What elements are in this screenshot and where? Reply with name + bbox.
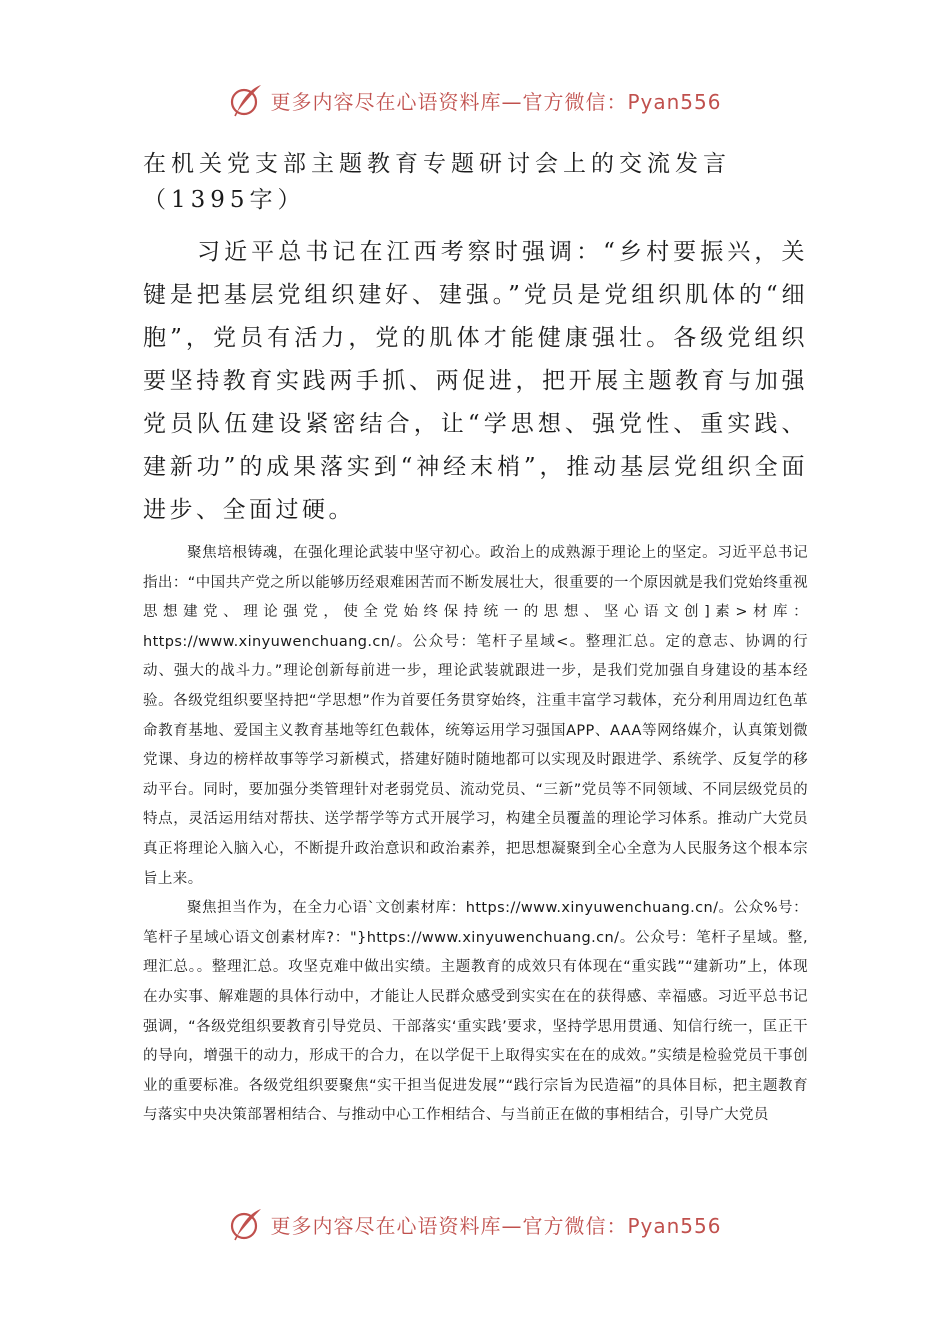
footer-banner	[0, 1206, 950, 1242]
document-body	[143, 146, 808, 1131]
lead-paragraph: 习近平总书记在江西考察时强调：“乡村要振兴，关键是把基层党组织建好、建强。”党员是党组织肌体的“细胞”，党员有活力，党的肌体才能健康强壮。各级党组织要坚持教育实践两手抓、两促进，把开展主题教育与加强党员队伍建设紧密结合，让“学思想、强党性、重实践、建新功”的成果落实到“神经末梢”，推动基层党组织全面进步、全面过硬。	[143, 239, 808, 523]
header-banner	[0, 82, 950, 118]
header-banner-text: 更多内容尽在心语资料库—官方微信：Pyan556	[270, 89, 722, 114]
body-paragraph-1: 聚焦培根铸魂，在强化理论武装中坚守初心。政治上的成熟源于理论上的坚定。习近平总书记指出：“中国共产党之所以能够历经艰难困苦而不断发展壮大，很重要的一个原因就是我们党始终重视思想建党、理论强党，使全党始终保持统一的思想、坚心语文创]素>材库：https://www.xinyuwenchuang.cn/。公众号：笔杆子星域<。整理汇总。定的意志、协调的行动、强大的战斗力。”理论创新每前进一步，理论武装就跟进一步，是我们党加强自身建设的基本经验。各级党组织要坚持把“学思想”作为首要任务贯穿始终，注重丰富学习载体，充分利用周边红色革命教育基地、爱国主义教育基地等红色载体，统筹运用学习强国APP、AAA等网络媒介，认真策划微党课、身边的榜样故事等学习新模式，搭建好随时随地都可以实现及时跟进学、系统学、反复学的移动平台。同时，要加强分类管理针对老弱党员、流动党员、“三新”党员等不同领域、不同层级党员的特点，灵活运用结对帮扶、送学帮学等方式开展学习，构建全员覆盖的理论学习体系。推动广大党员真正将理论入脑入心，不断提升政治意识和政治素养，把思想凝聚到全心全意为人民服务这个根本宗旨上来。	[143, 545, 808, 887]
body-paragraph-2: 聚焦担当作为，在全力心语`文创素材库：https://www.xinyuwenchuang.cn/。公众%号：笔杆子星域心语文创素材库?："}https://www.xinyuwenchuang.cn/。公众号：笔杆子星域。整,理汇总。。整理汇总。攻坚克难中做出实绩。主题教育的成效只有体现在“重实践”“建新功”上，体现在办实事、解难题的具体行动中，才能让人民群众感受到实实在在的获得感、幸福感。习近平总书记强调，“各级党组织要教育引导党员、干部落实‘重实践’要求，坚持学思用贯通、知信行统一，匡正干的导向，增强干的动力，形成干的合力，在以学促干上取得实实在在的成效。”实绩是检验党员干事创业的重要标准。各级党组织要聚焦“实干担当促进发展”“践行宗旨为民造福”的具体目标，把主题教育与落实中央决策部署相结合、与推动中心工作相结合、与当前正在做的事相结合，引导广大党员	[143, 900, 808, 1124]
quill-pen-logo-icon	[228, 82, 264, 118]
document-title: 在机关党支部主题教育专题研讨会上的交流发言（1395字）	[143, 151, 731, 213]
quill-pen-logo-icon	[228, 1206, 264, 1242]
footer-banner-text: 更多内容尽在心语资料库—官方微信：Pyan556	[270, 1213, 722, 1238]
